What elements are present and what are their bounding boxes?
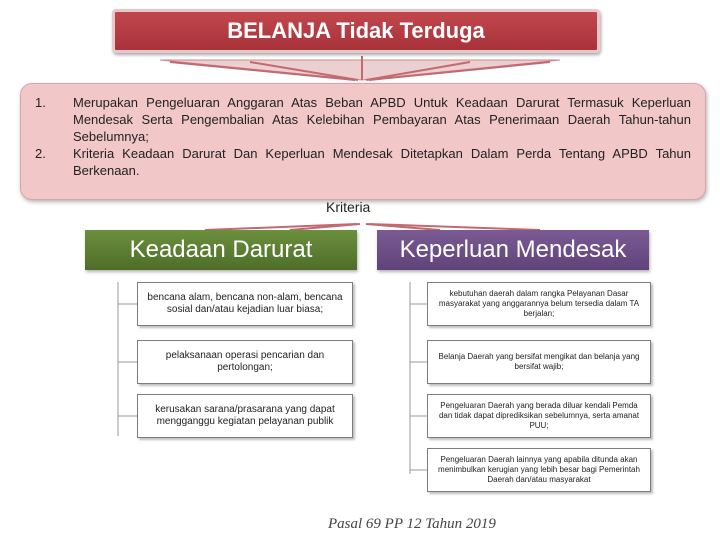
keadaan-darurat-header xyxy=(85,230,357,270)
keadaan-darurat-item xyxy=(137,340,353,384)
definition-text: Kriteria Keadaan Darurat Dan Keperluan Mendesak Ditetapkan Dalam Perda Tentang APBD Tahun Berkenaan. xyxy=(73,146,691,178)
keadaan-darurat-item-text: kerusakan sarana/prasarana yang dapat mengganggu kegiatan pelayanan publik xyxy=(155,404,335,427)
keadaan-darurat-item xyxy=(137,394,353,438)
definition-text: Merupakan Pengeluaran Anggaran Atas Beban APBD Untuk Keadaan Darurat Termasuk Keperluan Mendesak Serta Pengembalian Atas Kelebihan Pembayaran Atas Penerimaan Daerah Tahun-tahun Sebelumnya; xyxy=(73,95,691,144)
keperluan-mendesak-item xyxy=(427,448,651,492)
keperluan-mendesak-header xyxy=(377,230,649,270)
definition-item xyxy=(35,145,691,179)
definition-number: 2. xyxy=(35,146,46,161)
keadaan-darurat-item-text: pelaksanaan operasi pencarian dan pertolongan; xyxy=(165,350,325,373)
keadaan-darurat-item xyxy=(137,282,353,326)
keperluan-mendesak-item-text: Belanja Daerah yang bersifat mengikat dan belanja yang bersifat wajib; xyxy=(438,352,640,371)
keperluan-mendesak-header-label: Keperluan Mendesak xyxy=(399,236,627,263)
keperluan-mendesak-item-text: Pengeluaran Daerah yang berada diluar kendali Pemda dan tidak dapat diprediksikan sebelumnya, serta amanat PUU; xyxy=(438,401,640,430)
page-title: BELANJA Tidak Terduga xyxy=(227,18,485,43)
keperluan-mendesak-item xyxy=(427,394,651,438)
keadaan-darurat-item-text: bencana alam, bencana non-alam, bencana sosial dan/atau kejadian luar biasa; xyxy=(147,292,343,315)
definition-number: 1. xyxy=(35,95,46,110)
kriteria-label: Kriteria xyxy=(326,199,371,215)
definition-list xyxy=(35,94,691,179)
keadaan-darurat-header-label: Keadaan Darurat xyxy=(129,236,313,263)
title-box xyxy=(112,9,600,53)
definition-item xyxy=(35,94,691,145)
keperluan-mendesak-item xyxy=(427,282,651,326)
keperluan-mendesak-item xyxy=(427,340,651,384)
keperluan-mendesak-item-text: kebutuhan daerah dalam rangka Pelayanan Dasar masyarakat yang anggarannya belum tersedia dalam TA berjalan; xyxy=(438,289,640,318)
keperluan-mendesak-item-text: Pengeluaran Daerah lainnya yang apabila ditunda akan menimbulkan kerugian yang lebih besar bagi Pemerintah Daerah dan/atau masyarakat xyxy=(438,455,640,484)
definition-box xyxy=(20,83,706,200)
legal-reference: Pasal 69 PP 12 Tahun 2019 xyxy=(328,516,496,532)
